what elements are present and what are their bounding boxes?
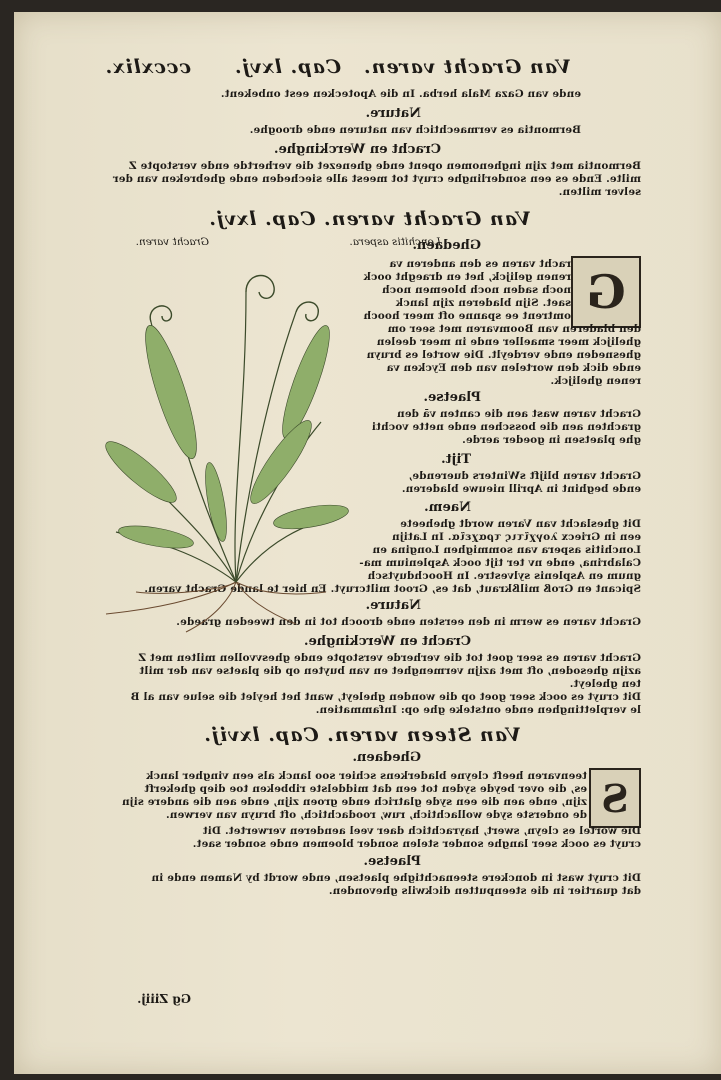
fern-frond	[242, 414, 319, 510]
fern-illustration	[96, 252, 356, 642]
section-heading: Plaetse.	[423, 390, 481, 405]
text-line: omtrent ee spanne oft meer hooch	[363, 310, 571, 322]
fern-fiddlehead	[246, 276, 274, 299]
section-heading: Cracht en Werckinghe.	[273, 142, 441, 157]
chapter-heading: Van Steen varen. Cap. lxvij.	[203, 724, 521, 746]
fern-root	[106, 582, 236, 614]
text-line: ende van Gaza Mala herba. In die Apotecken eest onbekent.	[220, 88, 581, 100]
text-line: Gracht varen blijft sWinters duerende,	[408, 470, 641, 482]
section-heading: Naem.	[424, 500, 471, 515]
text-line: teenvaren heeft cleyne bladerkens schier soo lanck als een vingher lanck	[146, 770, 587, 782]
text-line: ende beghint in Aprill nieuwe bladeren.	[401, 483, 641, 495]
running-header-folio: cccxlix.	[104, 56, 191, 78]
section-heading: Plaetse.	[363, 854, 421, 869]
text-line: zijn, ende aen die een syde glatrich ende groen zijn, ende aen die andere sijn	[121, 796, 587, 808]
running-header-chapter: Cap. lxvj.	[233, 56, 341, 78]
text-line: noch saden noch bloemen noch	[381, 284, 571, 296]
section-heading: Cracht en Werckinghe.	[303, 634, 471, 649]
fern-frond	[117, 522, 195, 553]
text-line: Bermontia met zijn inghenomen opent ende ghenezet die verhertde ende verstopte Z	[128, 160, 641, 172]
text-line: selver milten.	[558, 186, 641, 198]
text-line: cruyt es oock seer langhe sonder stelen sonder bloemen ende sonder saet.	[192, 838, 641, 850]
fern-frond	[201, 461, 231, 543]
fern-frond	[272, 501, 350, 534]
text-line: Die wortel es cleyn, swert, hayrachtich daer veel aenderen verwertet. Dit	[202, 825, 641, 837]
fern-fiddlehead	[150, 306, 171, 322]
text-line: een in Griecx λογχῖτις τραχεῖα. In Latijn	[391, 531, 641, 543]
decorated-initial-letter: S	[601, 775, 629, 821]
text-line: Gracht varen es seer goet tot die verherde verstopte ende ghesvvollen milten met Z	[138, 652, 641, 664]
section-heading: Tijt.	[441, 452, 471, 467]
fern-root	[236, 582, 296, 624]
chapter-heading: Van Gracht varen. Cap. lxvj.	[208, 208, 531, 230]
signature-mark: Gg Ziiij.	[137, 992, 191, 1006]
text-line: Lonchitis aspera van sommighen Longina en	[372, 544, 641, 556]
text-line: azijn ghesoden, oft met azijn vermenghet en van buyten op die plaetse van der milt	[139, 665, 641, 677]
section-heading: Ghedaen.	[412, 238, 481, 253]
figure-caption-vernacular: Gracht varen.	[135, 236, 209, 248]
text-line: grachten aen die bosschen ende nette vochti	[371, 421, 641, 433]
section-heading: Nature.	[365, 106, 421, 121]
text-line: ghesneden ende verdeylt. Die wortel es bruyn	[366, 349, 641, 361]
text-line: ten gheleyt.	[569, 678, 641, 690]
text-line: le verplettinghen ende ontsteke ghe op: Infammatien.	[315, 704, 641, 716]
fern-frond	[136, 321, 206, 463]
text-line: Calabrina, ende nv ter tijt oock Asplenium ma-	[359, 557, 641, 569]
fern-fiddlehead	[296, 302, 318, 321]
text-line: de onderste syde wollachtich, ruw, roodachtich, oft bruyn van verwen.	[165, 809, 587, 821]
decorated-initial-letter: G	[586, 265, 626, 319]
text-line: renen ghelijck.	[550, 375, 641, 387]
decorated-initial	[589, 768, 641, 828]
text-line: Dit cruyt wast in donckere steenachtighe plaetsen, ende wordt by Namen ende in	[151, 872, 641, 884]
section-heading: Ghedaen.	[352, 750, 421, 765]
section-heading: Nature.	[365, 598, 421, 613]
fern-root	[236, 582, 326, 594]
text-line: ghe plaetsen in goeder aerde.	[461, 434, 641, 446]
text-line: milte. Ende es een sonderlinghe cruyt tot meest alle siecheden ende ghebreken van der	[112, 173, 641, 185]
fern-root	[136, 582, 236, 593]
text-line: ghelijck meer smaeller ende in meer deelen	[376, 336, 641, 348]
text-line: saet. Sijn bladeren zijn lanck	[395, 297, 571, 309]
text-line: Gracht varen es werm in den eersten ende drooch tot in den tweeden graede.	[176, 616, 641, 628]
text-line: gnum en Asplenis sylvestre. In Hoochduytsch	[367, 570, 641, 582]
text-line: den bladeren van Boomvaren met seer om	[387, 323, 641, 335]
text-line: Bermontia es vermaechtich van naturen ende drooghe.	[249, 124, 581, 136]
text-line: Dit cruyt es oock seer goet op die wonden gheleyt, want het heylet die selue van al B	[130, 691, 641, 703]
fern-stipe	[235, 292, 246, 582]
text-line: dat quartier in die steenputten dickwils ghevonden.	[328, 885, 641, 897]
running-header-title: Van Gracht varen.	[363, 56, 571, 78]
text-line: Dit gheslacht van Varen wordt gheheete	[400, 518, 641, 530]
book-page	[14, 12, 721, 1074]
text-line: es, die over beyde syden tot een dat middelste ribbeken toe diep ghekerft	[144, 783, 587, 795]
decorated-initial	[571, 256, 641, 328]
text-line: racht varen es den anderen va	[389, 258, 571, 270]
figure-caption-latin: Lonchitis aspera.	[349, 236, 441, 248]
text-line: renen gelijck, het en draeght oock	[363, 271, 571, 283]
text-line: Spicant en Groß milßkraut, dat es, Groot miltcruyt. En hier te lande Gracht varen.	[144, 583, 641, 595]
text-line: Gracht varen wast aen die canten vā den	[396, 408, 641, 420]
text-line: ende dick den wortelen van den Eycken va	[386, 362, 641, 374]
fern-frond	[99, 434, 183, 510]
